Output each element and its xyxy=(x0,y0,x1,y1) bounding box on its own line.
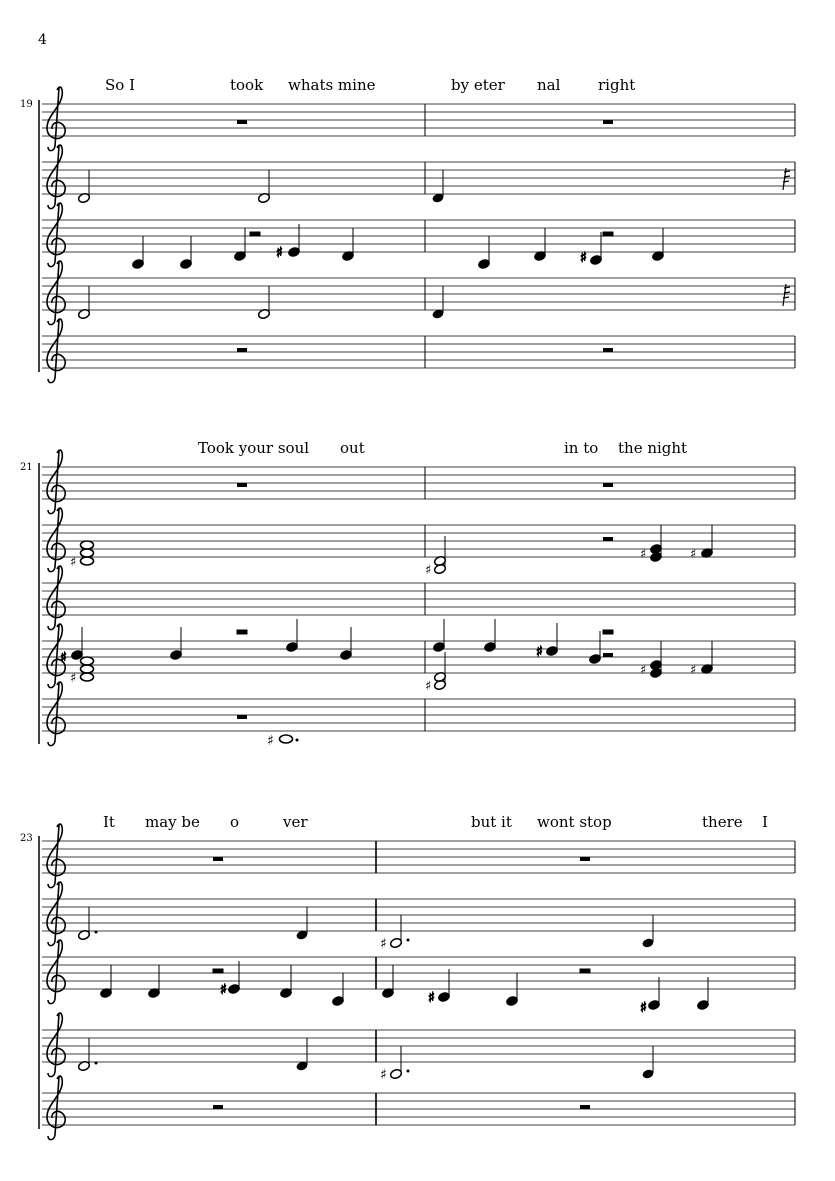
staff xyxy=(42,624,795,694)
sharp-icon: ♯ xyxy=(267,733,274,749)
quarter-note xyxy=(131,236,144,270)
staff xyxy=(42,450,795,514)
staff xyxy=(42,261,795,325)
quarter-note xyxy=(381,965,394,999)
whole-rest xyxy=(580,857,590,861)
half-rest xyxy=(580,969,590,973)
quarter-note xyxy=(287,224,300,258)
system-2 xyxy=(20,439,795,749)
sharp-icon: ♯ xyxy=(425,563,432,578)
lyrics-line xyxy=(198,439,687,457)
lyric-syllable: but it xyxy=(471,813,512,831)
quarter-note xyxy=(647,977,660,1011)
sharp-icon: ♯ xyxy=(380,1067,387,1083)
lyrics-line xyxy=(103,813,768,831)
short-rest xyxy=(783,284,790,306)
treble-clef-icon xyxy=(47,261,65,325)
half-rest xyxy=(603,232,613,236)
measure-number: 19 xyxy=(20,99,33,110)
treble-clef-icon xyxy=(47,203,65,267)
half-rest xyxy=(213,969,223,973)
whole-chord xyxy=(81,657,94,681)
treble-clef-icon xyxy=(47,319,65,383)
quarter-note xyxy=(641,1046,654,1080)
sharp-icon: ♯ xyxy=(690,663,697,678)
treble-clef-icon xyxy=(47,87,65,151)
treble-clef-icon xyxy=(47,824,65,888)
whole-rest xyxy=(603,120,613,124)
half-note xyxy=(77,286,90,320)
whole-note xyxy=(280,735,293,743)
sharp-icon: ♯ xyxy=(425,679,432,694)
staff xyxy=(42,1013,795,1083)
page-number: 4 xyxy=(38,32,47,48)
treble-clef-icon xyxy=(47,450,65,514)
staff xyxy=(42,319,795,383)
quarter-note xyxy=(233,228,246,262)
quarter-note xyxy=(341,228,354,262)
sharp-icon: ♯ xyxy=(690,547,697,562)
treble-clef-icon xyxy=(47,145,65,209)
quarter-chord xyxy=(649,525,662,563)
measure-number: 21 xyxy=(20,462,33,473)
staff xyxy=(42,87,795,151)
whole-rest xyxy=(237,120,247,124)
quarter-note xyxy=(641,915,654,949)
quarter-note xyxy=(147,965,160,999)
treble-clef-icon xyxy=(47,1013,65,1077)
treble-clef-icon xyxy=(47,1076,65,1140)
quarter-note xyxy=(696,977,709,1011)
lyric-syllable: out xyxy=(340,439,365,457)
half-rest xyxy=(237,630,247,634)
sharp-icon: ♯ xyxy=(428,990,435,1006)
lyric-syllable: took xyxy=(230,76,264,94)
sharp-icon: ♯ xyxy=(580,250,587,266)
half-chord xyxy=(433,652,446,691)
lyric-syllable: may be xyxy=(145,813,200,831)
sharp-icon: ♯ xyxy=(536,644,543,660)
whole-rest xyxy=(580,1105,590,1109)
measure-number: 23 xyxy=(20,833,33,844)
whole-rest xyxy=(237,348,247,352)
whole-rest xyxy=(603,348,613,352)
sharp-icon: ♯ xyxy=(640,547,647,562)
quarter-note xyxy=(700,641,713,675)
lyric-syllable: right xyxy=(598,76,636,94)
sharp-icon: ♯ xyxy=(220,982,227,998)
sharp-icon: ♯ xyxy=(70,671,77,686)
quarter-note xyxy=(477,236,490,270)
lyric-syllable: It xyxy=(103,813,115,831)
quarter-note xyxy=(279,965,292,999)
whole-chord xyxy=(81,541,94,565)
dotted-half-note xyxy=(77,1038,97,1072)
sharp-icon: ♯ xyxy=(276,245,283,261)
dotted-half-note xyxy=(77,907,97,941)
whole-rest xyxy=(213,1105,223,1109)
quarter-note xyxy=(70,627,83,661)
quarter-note xyxy=(533,228,546,262)
half-note xyxy=(257,170,270,204)
quarter-note xyxy=(589,232,602,266)
treble-clef-icon xyxy=(47,882,65,946)
quarter-note xyxy=(588,631,601,665)
quarter-note xyxy=(169,627,182,661)
half-rest xyxy=(250,232,260,236)
half-rest xyxy=(603,630,613,634)
half-note xyxy=(77,170,90,204)
lyric-syllable: whats mine xyxy=(288,76,376,94)
half-chord xyxy=(433,536,446,575)
sharp-icon: ♯ xyxy=(70,555,77,570)
whole-rest xyxy=(603,483,613,487)
staff xyxy=(42,1076,795,1140)
quarter-note xyxy=(285,619,298,653)
half-rest xyxy=(603,537,613,541)
half-rest xyxy=(237,715,247,719)
sharp-icon: ♯ xyxy=(640,663,647,678)
quarter-note xyxy=(545,623,558,657)
lyric-syllable: in to xyxy=(564,439,599,457)
half-rest xyxy=(603,653,613,657)
staff xyxy=(42,145,795,209)
sharp-icon: ♯ xyxy=(60,650,67,666)
staff xyxy=(42,682,795,749)
lyric-syllable: I xyxy=(762,813,768,831)
sharp-icon: ♯ xyxy=(640,1000,647,1016)
quarter-note xyxy=(431,286,444,320)
quarter-note xyxy=(295,1038,308,1072)
whole-rest xyxy=(213,857,223,861)
lyric-syllable: nal xyxy=(537,76,561,94)
treble-clef-icon xyxy=(47,682,65,746)
quarter-note xyxy=(339,627,352,661)
staff xyxy=(42,508,795,578)
quarter-chord xyxy=(649,641,662,679)
quarter-note xyxy=(179,236,192,270)
dotted-half-note xyxy=(389,915,409,949)
augmentation-dot xyxy=(296,739,299,742)
treble-clef-icon xyxy=(47,940,65,1004)
staff xyxy=(42,566,795,666)
quarter-note xyxy=(651,228,664,262)
quarter-note xyxy=(431,170,444,204)
treble-clef-icon xyxy=(47,566,65,630)
treble-clef-icon xyxy=(47,508,65,572)
lyric-syllable: the night xyxy=(618,439,688,457)
whole-rest xyxy=(237,483,247,487)
quarter-note xyxy=(432,619,445,653)
staff xyxy=(42,882,795,952)
lyric-syllable: there xyxy=(702,813,743,831)
quarter-note xyxy=(483,619,496,653)
lyric-syllable: ver xyxy=(283,813,308,831)
short-rest xyxy=(783,168,790,190)
lyrics-line xyxy=(105,76,635,94)
quarter-note xyxy=(295,907,308,941)
lyric-syllable: o xyxy=(230,813,240,831)
staff xyxy=(42,940,795,1016)
quarter-note xyxy=(505,973,518,1007)
lyric-syllable: Took your soul xyxy=(198,439,310,457)
lyric-syllable: wont stop xyxy=(537,813,612,831)
staff xyxy=(42,203,795,270)
system-3 xyxy=(20,813,795,1140)
quarter-note xyxy=(331,973,344,1007)
lyric-syllable: So I xyxy=(105,76,135,94)
quarter-note xyxy=(437,969,450,1003)
quarter-note xyxy=(99,965,112,999)
quarter-note xyxy=(227,961,240,995)
system-1 xyxy=(20,76,795,383)
quarter-note xyxy=(700,525,713,559)
dotted-half-note xyxy=(389,1046,409,1080)
sharp-icon: ♯ xyxy=(380,936,387,952)
half-note xyxy=(257,286,270,320)
staff xyxy=(42,824,795,888)
lyric-syllable: by eter xyxy=(451,76,505,94)
